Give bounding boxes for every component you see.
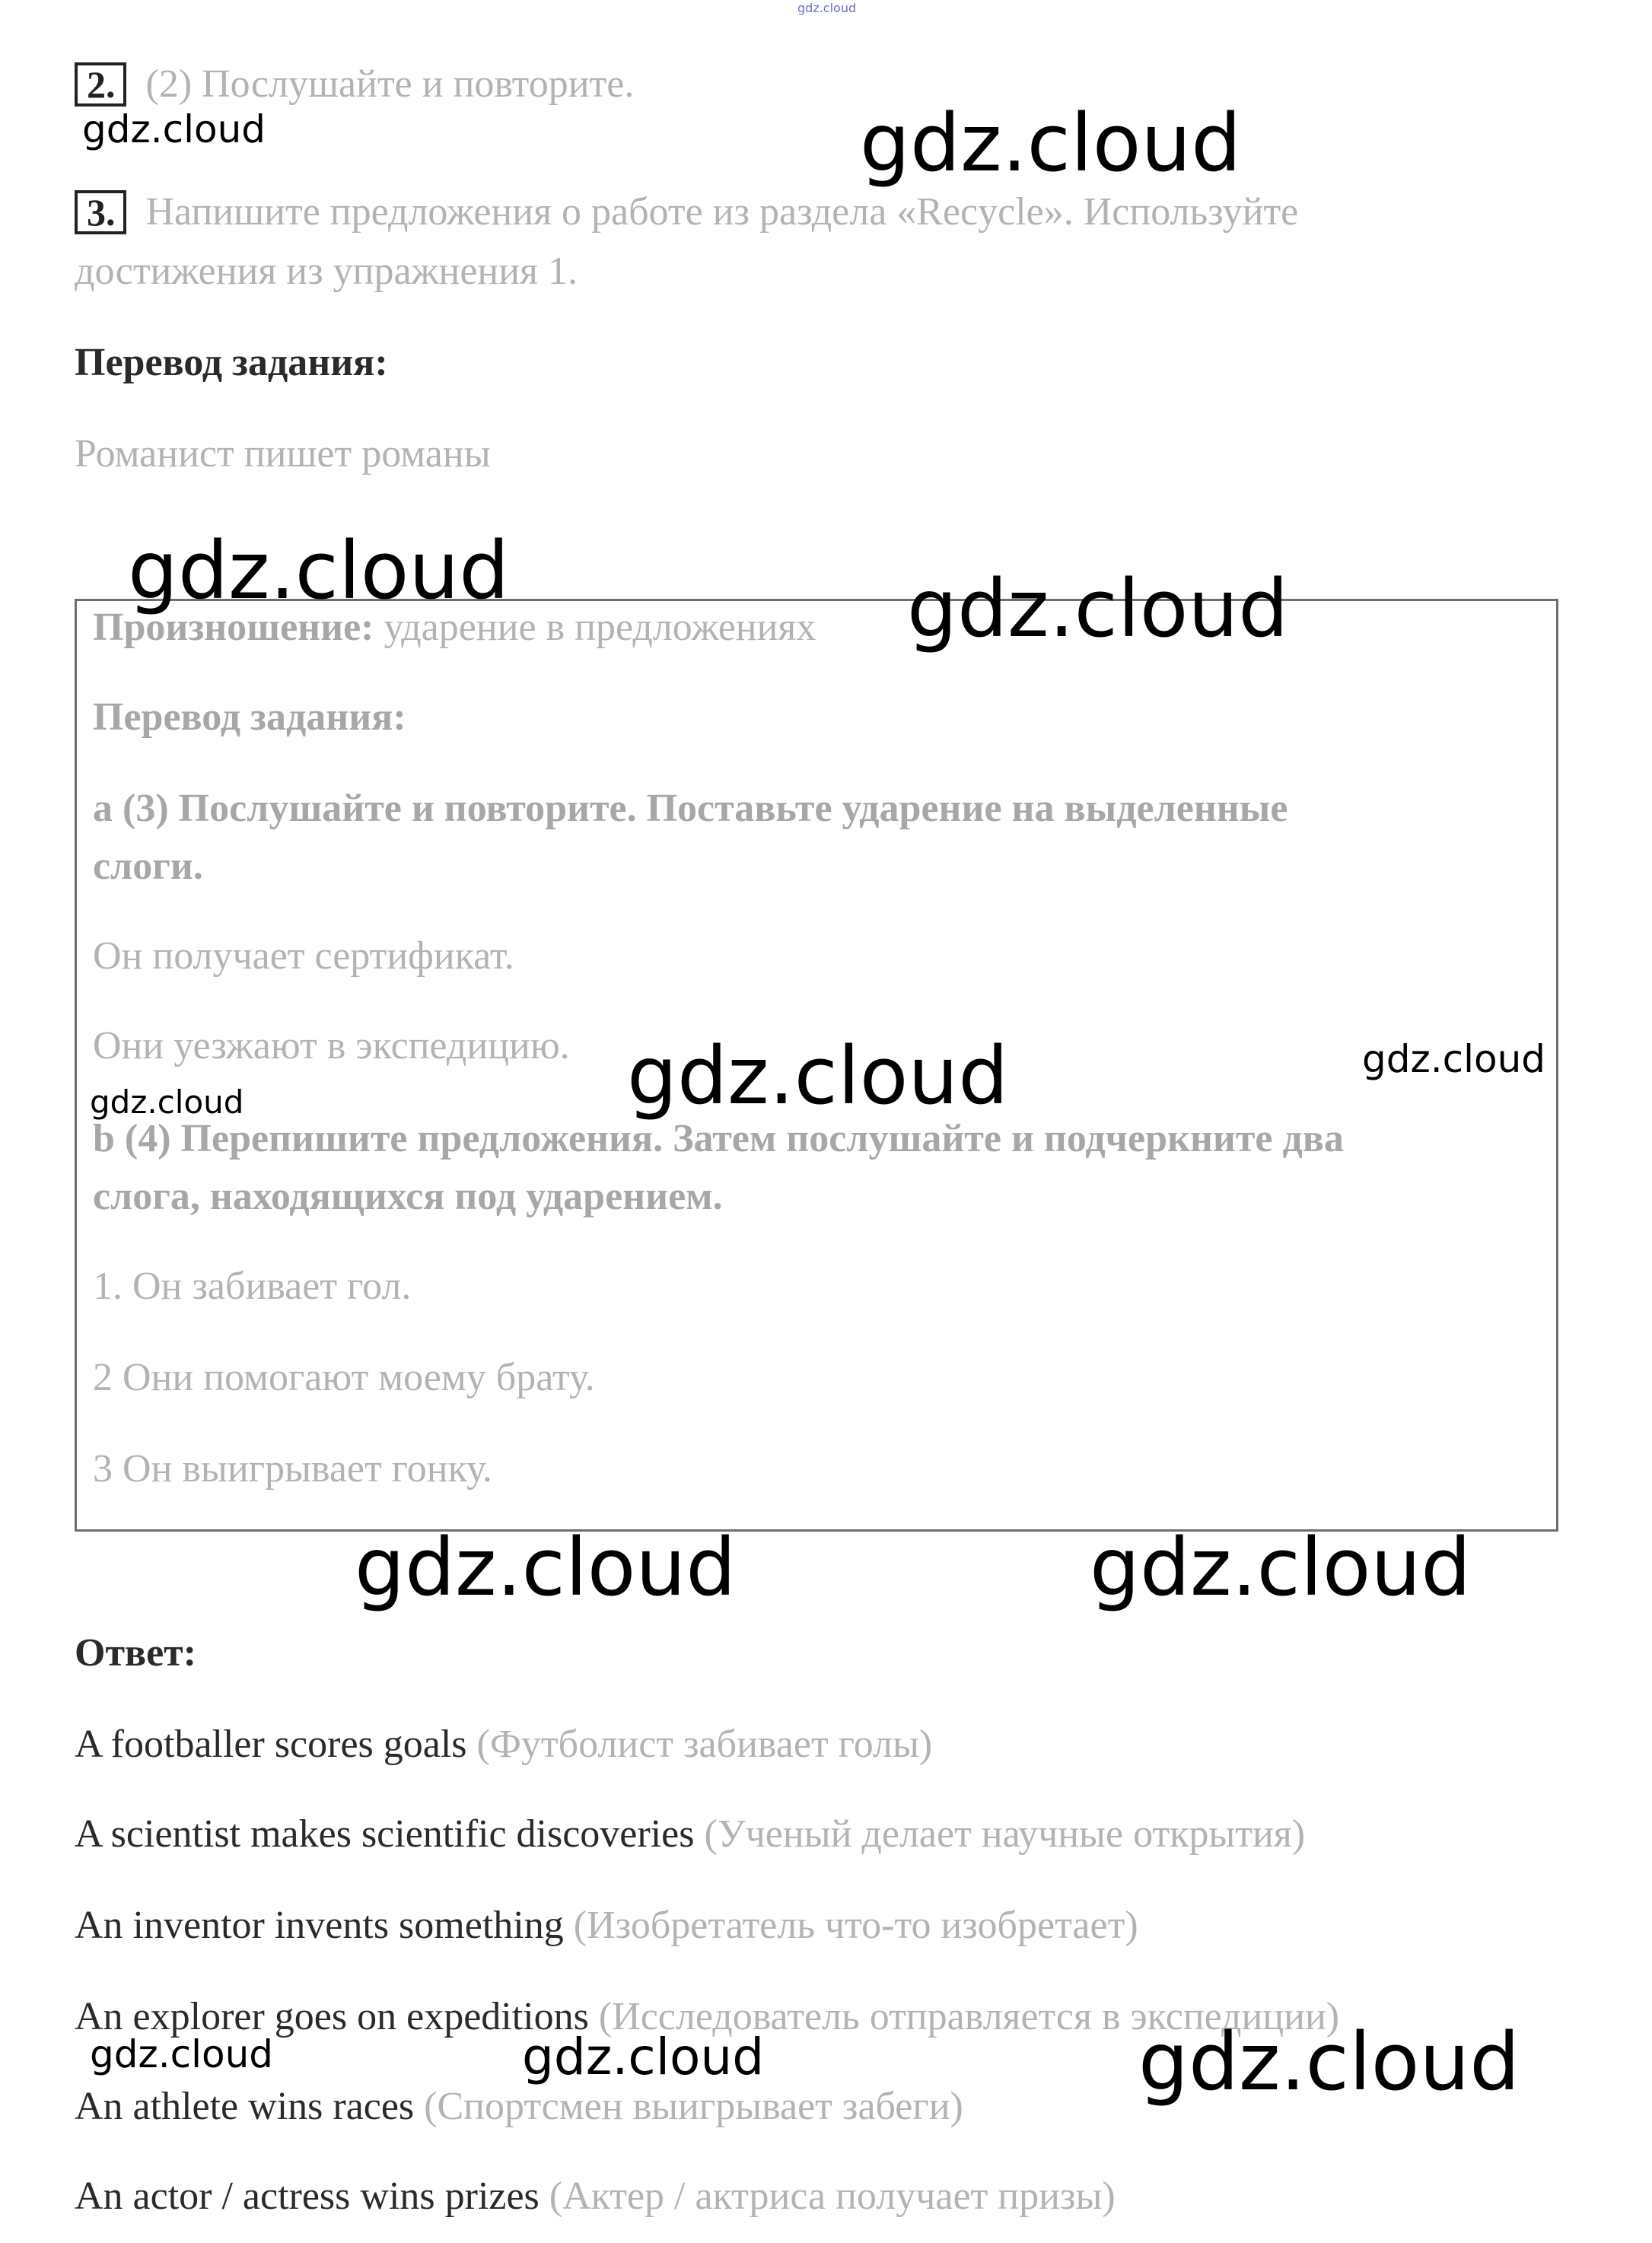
watermark: gdz.cloud [82, 107, 266, 151]
pronunciation-label: Произношение: [93, 606, 374, 649]
task-a-example-1: Он получает сертификат. [93, 934, 514, 978]
answer-english: An explorer goes on expeditions [75, 1995, 589, 2038]
watermark: gdz.cloud [128, 524, 510, 617]
task-3-line-1: Напишите предложения о работе из раздела «Recycle». Используйте [145, 190, 1299, 234]
watermark: gdz.cloud [522, 2028, 765, 2086]
task-b-example-3: 3 Он выигрывает гонку. [93, 1447, 492, 1491]
translation-heading: Перевод задания: [75, 341, 388, 384]
answer-english: A footballer scores goals [75, 1723, 467, 1766]
header-watermark: gdz.cloud [797, 1, 857, 15]
answer-russian: (Спортсмен выигрывает забеги) [414, 2085, 963, 2128]
answer-russian: (Ученый делает научные открытия) [694, 1812, 1306, 1856]
task-a-line-1: a (3) Послушайте и повторите. Поставьте ударение на выделенные [93, 787, 1288, 830]
task-b-example-1: 1. Он забивает гол. [93, 1265, 412, 1308]
answer-russian: (Исследователь отправляется в экспедиции) [588, 1995, 1340, 2038]
watermark: gdz.cloud [860, 97, 1242, 189]
answer-line [75, 1902, 1138, 1949]
answer-line [75, 1811, 1305, 1858]
task-3-number: 3. [75, 190, 126, 234]
task-2-number: 2. [75, 62, 126, 107]
answer-heading: Ответ: [75, 1631, 197, 1675]
task-a-example-2: Они уезжают в экспедицию. [93, 1024, 570, 1067]
answer-line [75, 2083, 963, 2130]
task-2-text: (2) Послушайте и повторите. [145, 62, 635, 106]
task-3-line-2: достижения из упражнения 1. [75, 250, 578, 293]
watermark: gdz.cloud [90, 1083, 244, 1121]
task-2 [75, 61, 634, 110]
answer-english: An inventor invents something [75, 1904, 564, 1947]
answer-english: A scientist makes scientific discoveries [75, 1812, 695, 1856]
watermark: gdz.cloud [355, 1521, 737, 1614]
task-b-line-1: b (4) Перепишите предложения. Затем послушайте и подчеркните два [93, 1117, 1344, 1160]
task-b-line-2: слога, находящихся под ударением. [93, 1175, 723, 1218]
answer-russian: (Футболист забивает голы) [466, 1723, 933, 1766]
answer-russian: (Изобретатель что-то изобретает) [563, 1904, 1138, 1947]
watermark: gdz.cloud [1090, 1521, 1472, 1614]
translation-text: Романист пишет романы [75, 432, 491, 476]
watermark: gdz.cloud [1362, 1037, 1546, 1081]
watermark: gdz.cloud [90, 2032, 274, 2076]
watermark: gdz.cloud [907, 562, 1289, 655]
answer-english: An actor / actress wins prizes [75, 2175, 540, 2218]
answer-line [75, 2173, 1116, 2220]
pronunciation-text: ударение в предложениях [374, 606, 816, 649]
task-b-example-2: 2 Они помогают моему брату. [93, 1356, 595, 1399]
answer-english: An athlete wins races [75, 2085, 415, 2128]
watermark: gdz.cloud [627, 1029, 1009, 1122]
box-heading: Перевод задания: [93, 695, 406, 739]
watermark: gdz.cloud [1138, 2016, 1520, 2108]
answer-russian: (Актер / актриса получает призы) [539, 2175, 1116, 2218]
task-3 [75, 189, 1298, 237]
task-a-line-2: слоги. [93, 845, 203, 888]
answer-line [75, 1721, 932, 1768]
